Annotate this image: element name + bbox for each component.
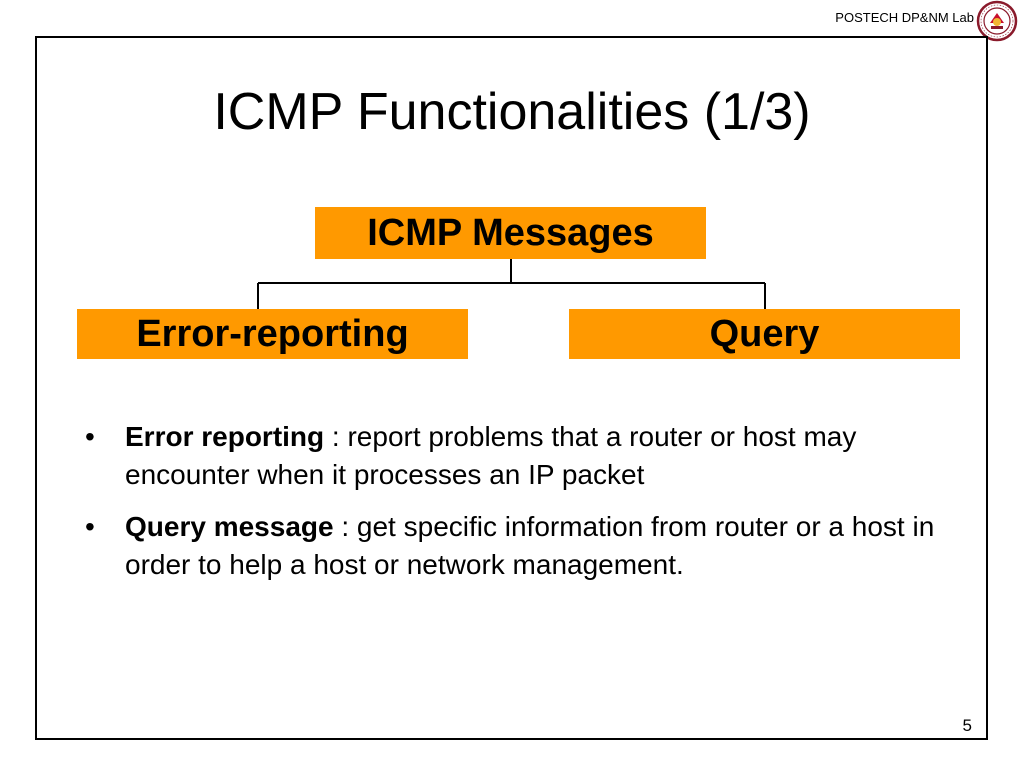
bullet-term: Error reporting xyxy=(125,421,325,452)
bullet-term: Query message xyxy=(125,511,334,542)
query-box xyxy=(569,309,960,359)
bullet-dot-icon: • xyxy=(85,421,95,452)
lab-label: POSTECH DP&NM Lab xyxy=(835,10,974,25)
slide-title: ICMP Functionalities (1/3) xyxy=(213,83,811,141)
bullet-text: : report problems that a router or host may encounter when it processes an IP packet xyxy=(125,421,857,490)
bullet-item-query-message xyxy=(85,508,965,584)
error-reporting-label: Error-reporting xyxy=(136,312,409,355)
bullet-list xyxy=(85,418,965,598)
page-number: 5 xyxy=(962,716,972,735)
bullet-dot-icon: • xyxy=(85,511,95,542)
icmp-messages-label: ICMP Messages xyxy=(367,211,654,254)
bullet-text: : get specific information from router or a host in order to help a host or network management. xyxy=(125,511,935,580)
bullet-item-error-reporting xyxy=(85,418,965,494)
error-reporting-box xyxy=(77,309,468,359)
query-label: Query xyxy=(709,312,820,355)
icmp-messages-box xyxy=(315,207,706,259)
